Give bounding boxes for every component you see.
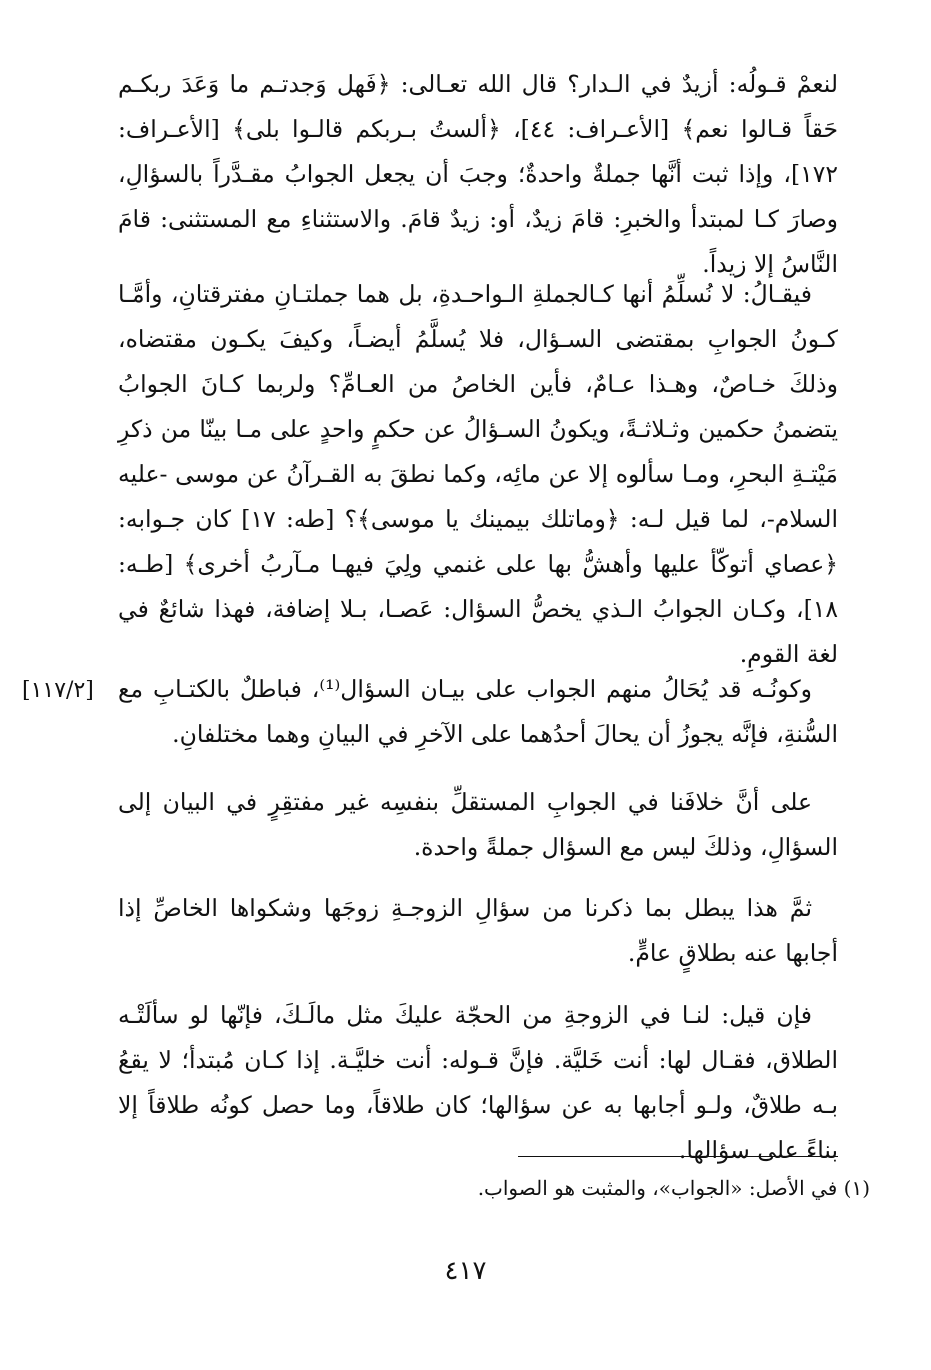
paragraph-block-1 bbox=[118, 62, 838, 287]
footnote-divider bbox=[518, 1156, 838, 1157]
paragraph: لنعمْ قـولُه: أزيدٌ في الـدار؟ قال الله تعـالى: ﴿فَهل وَجدتـم ما وَعَدَ ربكـم حَقاً قـالوا نعم﴾ [الأعـراف: ٤٤]، ﴿ألستُ بـربكم قالـوا بلى﴾ [الأعـراف: ١٧٢]، وإذا ثبت أنَّها جملةٌ واحدةٌ؛ وجبَ أن يجعل الجوابُ مقـدَّراً بالسؤالِ، وصارَ كـا لمبتدأ والخبرِ: قامَ زيدٌ، أو: زيدٌ قامَ. والاستثناءِ مع المستثنى: قامَ النَّاسُ إلا زيداً. bbox=[118, 70, 838, 278]
paragraph-block-3 bbox=[118, 667, 838, 757]
paragraph-block-5 bbox=[118, 886, 838, 976]
paragraph-block-6 bbox=[118, 993, 838, 1173]
paragraph: وكونُـه قد يُحَالُ منهم الجواب على بيـان السؤال⁽¹⁾، فباطلٌ بالكتـابِ مع السُّنةِ، فإنَّه يجوزُ أن يحالَ أحدُهما على الآخرِ في البيانِ وهما مختلفانِ. bbox=[118, 675, 838, 748]
paragraph: على أنَّ خلافَنا في الجوابِ المستقلِّ بنفسِه غير مفتقِرٍ في البيان إلى السؤالِ، وذلكَ ليس مع السؤال جملةً واحدة. bbox=[118, 788, 838, 861]
margin-page-reference: [١١٧/٢] bbox=[22, 678, 94, 703]
paragraph: فإن قيل: لنـا في الزوجةِ من الحجّة عليكَ مثل مالَـكَ، فإنّها لو سألَتْـه الطلاق، فقـال لها: أنت خَليَّة. فإنَّ قـوله: أنت خليَّـة. إذا كـان مُبتدأ؛ لا يقعُ بـه طلاقٌ، ولـو أجابها به عن سؤالها؛ كان طلاقاً، وما حصل كونُه طلاقاً إلا بناءً على سؤالها. bbox=[118, 1001, 838, 1164]
paragraph: فيقـالُ: لا نُسلِّمُ أنها كـالجملةِ الـواحـدةِ، بل هما جملتـانِ مفترقتانِ، وأمَّـا كـونُ الجوابِ بمقتضى السـؤال، فلا يُسلَّمُ أيضـاً، وكيفَ يكـون مقتضاه، وذلكَ خـاصٌ، وهـذا عـامٌ، فأين الخاصُ من العـامِّ؟ ولربما كـانَ الجوابُ يتضمنُ حكمين وثـلاثـةً، ويكونُ السـؤالُ عن حكمٍ واحدٍ على مـا بينّا من ذكرِ مَيْتـةِ البحرِ، ومـا سألوه إلا عن مائِه، وكما نطقَ به القـرآنُ عن موسى -عليه السلام-، لما قيل لـه: ﴿وماتلك بيمينك يا موسى﴾؟ [طه: ١٧] كان جـوابه: ﴿عصاي أتوكّأ عليها وأهشُّ بها على غنمي ولِيَ فيهـا مـآربُ أخرى﴾ [طـه: ١٨]، وكـان الجوابُ الـذي يخصُّ السؤال: عَصـا، بـلا إضافة، فهذا شائعٌ في لغة القومِ. bbox=[118, 280, 838, 668]
footnote: (١) في الأصل: «الجواب»، والمثبت هو الصواب. bbox=[477, 1176, 870, 1200]
paragraph: ثمَّ هذا يبطل بما ذكرنا من سؤالِ الزوجـةِ زوجَها وشكواها الخاصِّ إذا أجابها عنه بطلاقٍ عامٍّ. bbox=[118, 894, 838, 967]
paragraph-block-2 bbox=[118, 272, 838, 677]
paragraph-block-4 bbox=[118, 780, 838, 870]
page-number: ٤١٧ bbox=[444, 1256, 487, 1286]
